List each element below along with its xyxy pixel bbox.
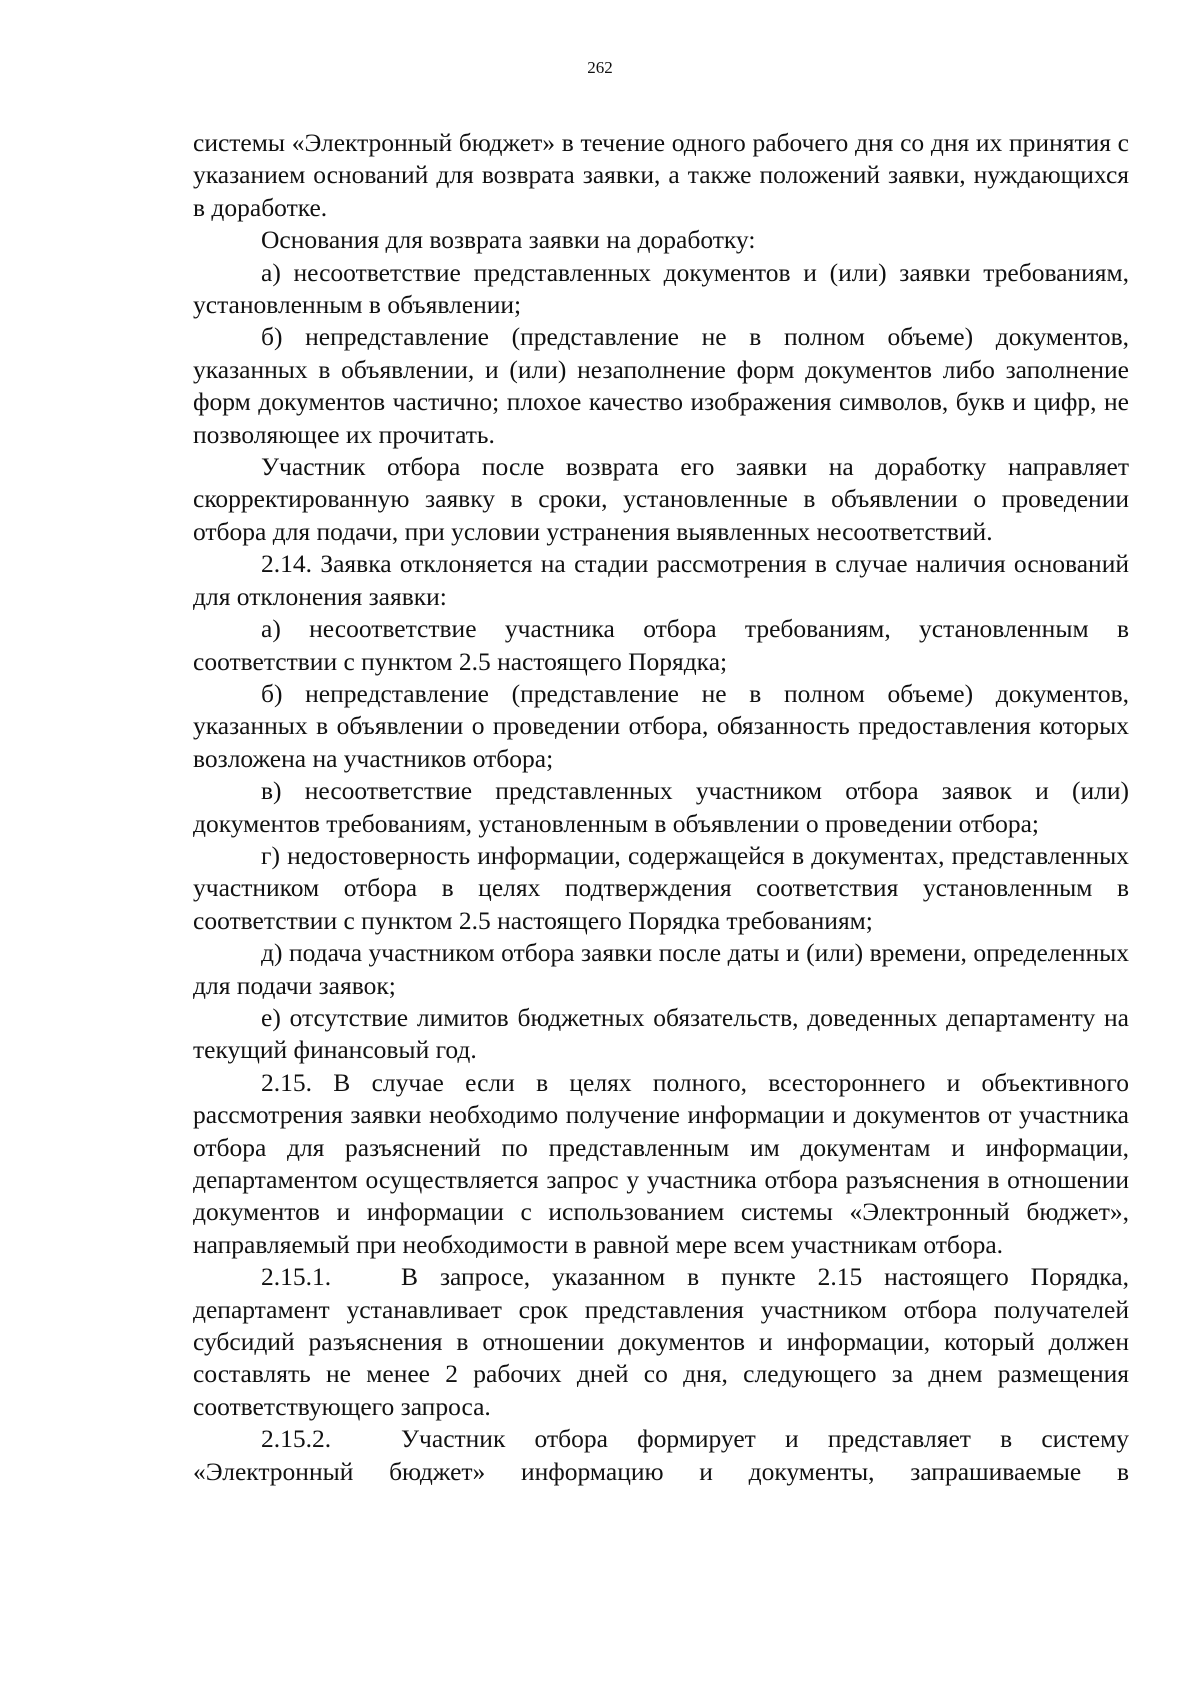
paragraph-reject-ground-a: а) несоответствие участника отбора требованиям, установленным в соответствии с пунктом 2.5 настоящего Порядка; [193, 614, 1129, 676]
paragraph-2-15-1 [193, 1261, 1129, 1423]
clause-number: 2.15.2. [261, 1424, 332, 1454]
clause-text: Участник отбора формирует и представляет в систему «Электронный бюджет» информацию и документы, запрашиваемые в [193, 1424, 1129, 1486]
paragraph-resubmission: Участник отбора после возврата его заявки на доработку направляет скорректированную заявку в сроки, установленные в объявлении о проведении отбора для подачи, при условии устранения выявленных несоответствий. [193, 452, 1129, 546]
paragraph-reject-ground-b: б) непредставление (представление не в полном объеме) документов, указанных в объявлении о проведении отбора, обязанность предоставления которых возложена на участников отбора; [193, 678, 1129, 773]
paragraph-return-grounds-intro: Основания для возврата заявки на доработку: [261, 225, 756, 255]
paragraph-reject-ground-e: е) отсутствие лимитов бюджетных обязательств, доведенных департаменту на текущий финансовый год. [193, 1002, 1129, 1065]
document-body [193, 127, 1129, 1488]
paragraph-2-14: 2.14. Заявка отклоняется на стадии рассмотрения в случае наличия оснований для отклонения заявки: [193, 549, 1129, 611]
paragraph-reject-ground-v: в) несоответствие представленных участником отбора заявок и (или) документов требованиям, установленным в объявлении о проведении отбора; [193, 776, 1129, 838]
clause-text: В запросе, указанном в пункте 2.15 настоящего Порядка, департамент устанавливает срок представления участником отбора получателей субсидий разъяснения в отношении документов и информации, который должен составлять не менее 2 рабочих дней со дня, следующего за днем размещения соответствующего запроса. [193, 1262, 1129, 1421]
paragraph-2-15: 2.15. В случае если в целях полного, всестороннего и объективного рассмотрения заявки необходимо получение информации и документов от участника отбора для разъяснений по представленным им документам и информации, департаментом осуществляется запрос у участника отбора разъяснения в отношении документов и информации с использованием системы «Электронный бюджет», направляемый при необходимости в равной мере всем участникам отбора. [193, 1067, 1129, 1259]
clause-number: 2.15.1. [261, 1262, 332, 1292]
page-number: 262 [587, 58, 613, 77]
paragraph-reject-ground-d: д) подача участником отбора заявки после даты и (или) времени, определенных для подачи заявок; [193, 938, 1129, 1000]
paragraph-return-ground-a: а) несоответствие представленных документов и (или) заявки требованиям, установленным в объявлении; [193, 257, 1129, 320]
paragraph-continuation: системы «Электронный бюджет» в течение одного рабочего дня со дня их принятия с указанием оснований для возврата заявки, а также положений заявки, нуждающихся в доработке. [193, 128, 1129, 222]
paragraph-2-15-2 [193, 1423, 1129, 1488]
paragraph-reject-ground-g: г) недостоверность информации, содержащейся в документах, представленных участником отбора в целях подтверждения соответствия установленным в соответствии с пунктом 2.5 настоящего Порядка требованиям; [193, 840, 1129, 935]
paragraph-return-ground-b: б) непредставление (представление не в полном объеме) документов, указанных в объявлении, и (или) незаполнение форм документов либо заполнение форм документов частично; плохое качество изображения символов, букв и цифр, не позволяющее их прочитать. [193, 322, 1129, 449]
